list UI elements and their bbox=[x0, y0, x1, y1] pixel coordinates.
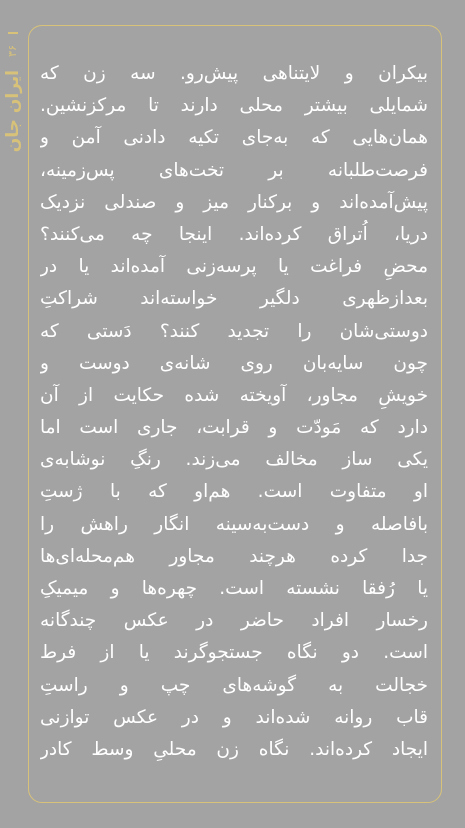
article-line: محضِ فراغت یا پرسه‌زنی آمده‌اند یا در bbox=[40, 256, 428, 278]
article-body bbox=[40, 58, 428, 766]
article-line: ایجاد کرده‌اند. نگاه زن محلیِ وسط کادر bbox=[40, 738, 428, 760]
article-line: بعدازظهری دلگیر خواسته‌اند شراکتِ bbox=[40, 288, 428, 310]
article-line: شمایلی بیشتر محلی دارند تا مرکزنشین. bbox=[40, 95, 428, 117]
page-number: ۳۶ bbox=[6, 45, 19, 57]
article-line: خویشِ مجاور، آویخته شده حکایت از آن bbox=[40, 384, 428, 406]
article-line: دارد که مَودّت و قرابت، جاری است اما bbox=[40, 417, 428, 439]
article-line: دریا، اُتراق کرده‌اند. اینجا چه می‌کنند؟ bbox=[40, 223, 428, 245]
page-number-divider bbox=[8, 32, 18, 34]
article-line: دوستی‌شان را تجدید کنند؟ دَستی که bbox=[40, 320, 428, 342]
article-line: خجالت به گوشه‌های چپ و راستِ bbox=[40, 674, 428, 696]
article-line: پیش‌آمده‌اند و برکنار میز و صندلی نزدیک bbox=[40, 191, 428, 213]
article-line: بافاصله و دست‌به‌سینه انگار راهش را bbox=[40, 513, 428, 535]
magazine-logo: ایران جان bbox=[3, 70, 23, 153]
article-line: یکی ساز مخالف می‌زند. رنگِ نوشابه‌ی bbox=[40, 449, 428, 471]
article-line: است. دو نگاه جستجوگرند یا از فرط bbox=[40, 642, 428, 664]
article-line: همان‌هایی که به‌جای تکیه دادنی آمن و bbox=[40, 127, 428, 149]
article-line: جدا کرده هرچند مجاور هم‌محله‌ای‌ها bbox=[40, 545, 428, 567]
side-strip bbox=[0, 0, 28, 828]
article-line: او متفاوت است. هم‌او که با ژستِ bbox=[40, 481, 428, 503]
article-line: رخسار افراد حاضر در عکس چندگانه bbox=[40, 610, 428, 632]
article-line: یا رُفقا نشسته است. چهره‌ها و میمیکِ bbox=[40, 578, 428, 599]
article-line: بیکران و لایتناهی پیش‌رو. سه زن که bbox=[40, 63, 428, 84]
article-line: قاب روانه شده‌اند و در عکس توازنی bbox=[40, 706, 428, 728]
article-line: چون سایه‌بان روی شانه‌ی دوست و bbox=[40, 352, 428, 374]
article-line: فرصت‌طلبانه بر تخت‌های پس‌زمینه، bbox=[40, 159, 428, 181]
